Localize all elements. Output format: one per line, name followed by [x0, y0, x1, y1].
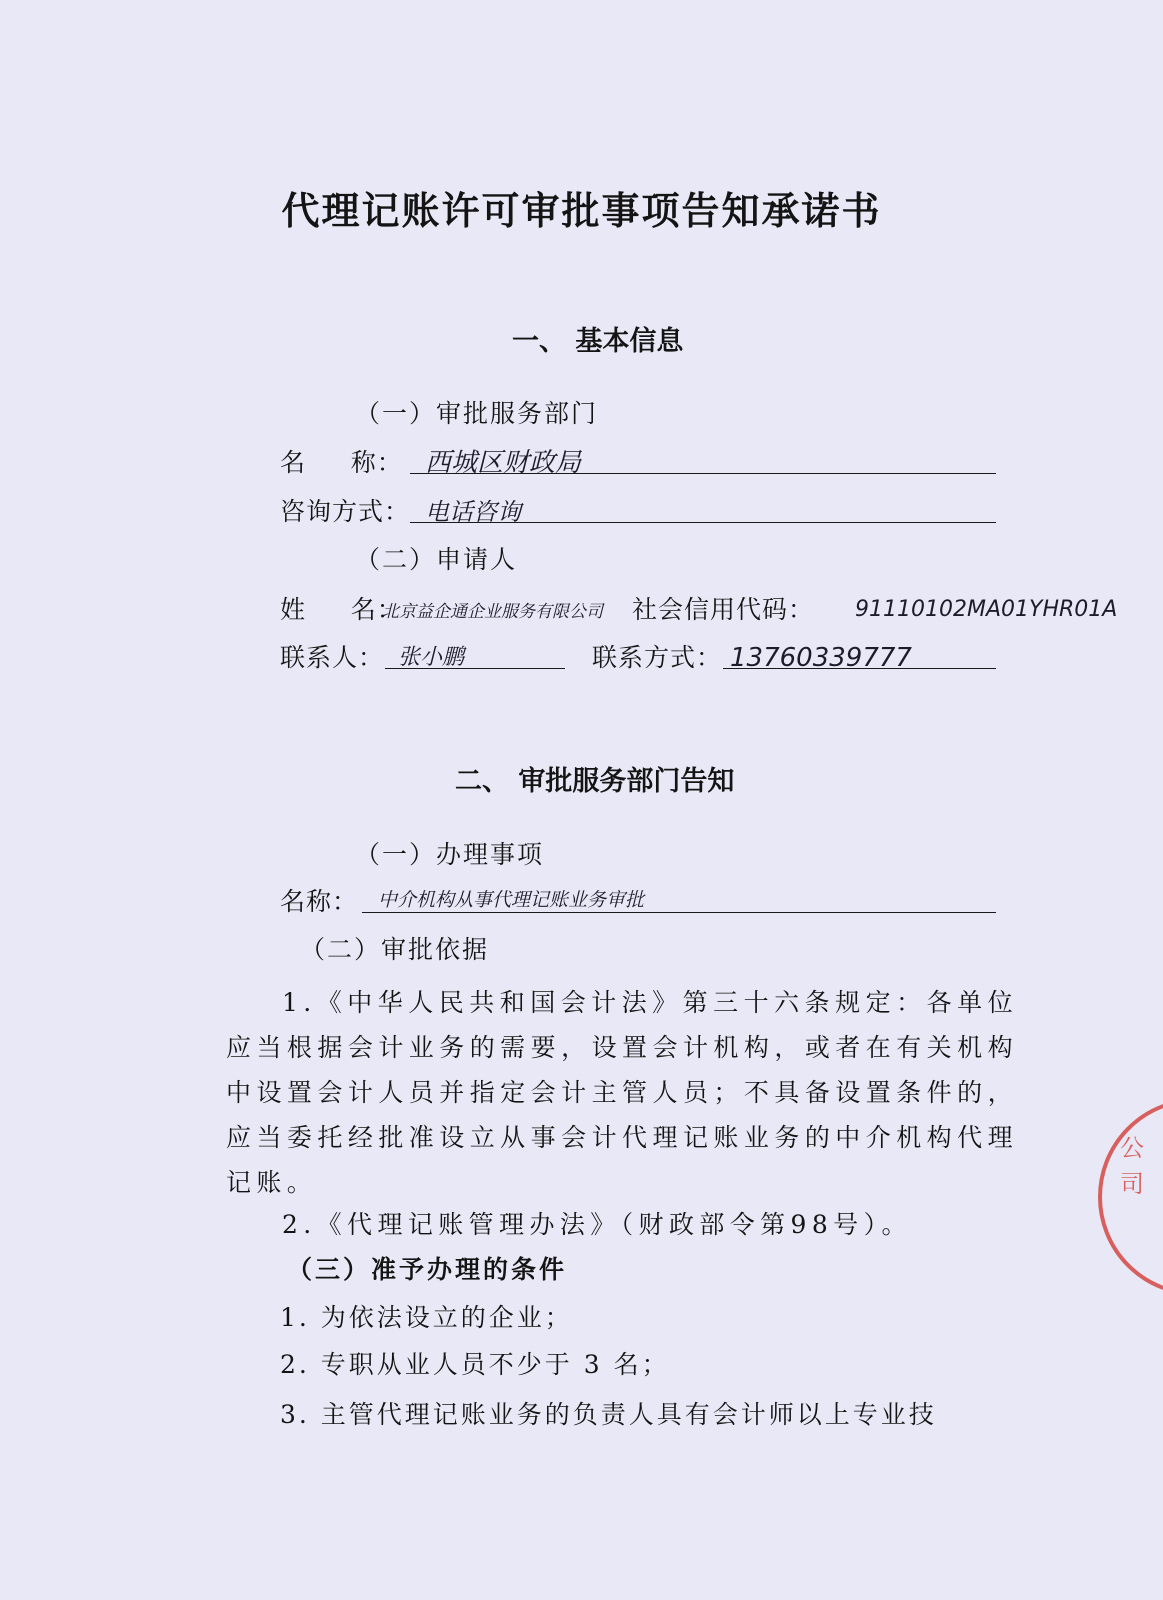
basis-paragraph-1: [226, 980, 1018, 1205]
dept-contact-underline: [410, 522, 996, 523]
contact-person-underline: [385, 668, 565, 669]
credit-code-label: 社会信用代码：: [632, 595, 815, 624]
dept-name-label: 名 称：: [280, 448, 403, 477]
applicant-name-value: 北京益企通企业服务有限公司: [382, 602, 603, 622]
matter-name-value: 中介机构从事代理记账业务审批: [378, 889, 645, 911]
basis-subheading: （二）审批依据: [300, 935, 490, 964]
applicant-name-label: 姓 名：: [280, 595, 403, 624]
dept-name-value: 西城区财政局: [425, 448, 582, 478]
condition-item-2: 2. 专职从业人员不少于 3 名；: [280, 1350, 670, 1379]
dept-contact-field: [280, 492, 410, 532]
condition-item-1: 1. 为依法设立的企业；: [280, 1303, 573, 1332]
dept-name-field: [280, 443, 403, 483]
contact-person-label: 联系人：: [280, 643, 385, 672]
section-notice-heading: 二、 审批服务部门告知: [455, 766, 735, 797]
basis-paragraph-2-text: 2.《代理记账管理办法》（财政部令第98号）。: [282, 1210, 912, 1239]
matter-name-label: 名称：: [280, 887, 359, 916]
document-title: 代理记账许可审批事项告知承诺书: [281, 189, 882, 233]
condition-item-3: 3. 主管代理记账业务的负责人具有会计师以上专业技: [280, 1400, 937, 1429]
basis-paragraph-1-text: 1.《中华人民共和国会计法》第三十六条规定：各单位应当根据会计业务的需要，设置会计机构，或者在有关机构中设置会计人员并指定会计主管人员；不具备设置条件的，应当委托经批准设立从事会计代理记账业务的中介机构代理记账。: [226, 988, 1018, 1197]
section-basic-info-heading: 一、 基本信息: [512, 326, 684, 357]
dept-name-underline: [410, 473, 996, 474]
company-seal-text: 公司: [1120, 1134, 1144, 1198]
credit-code-value: 91110102MA01YHR01A: [855, 597, 1118, 622]
dept-contact-label: 咨询方式：: [280, 497, 411, 526]
contact-phone-value: 13760339777: [730, 643, 912, 673]
basis-paragraph-2: [226, 1202, 1018, 1247]
contact-phone-label: 联系方式：: [592, 643, 723, 672]
credit-code-field: [632, 590, 814, 630]
contact-person-value: 张小鹏: [398, 645, 465, 670]
matter-name-field: [280, 882, 358, 922]
dept-contact-value: 电话咨询: [425, 498, 521, 526]
matter-subheading: （一）办理事项: [355, 840, 545, 869]
dept-subheading: （一）审批服务部门: [355, 399, 599, 428]
applicant-subheading: （二）申请人: [355, 545, 518, 574]
contact-person-field: [280, 638, 384, 678]
contact-phone-underline: [723, 668, 996, 669]
contact-phone-field: [592, 638, 722, 678]
conditions-subheading: （三）准予办理的条件: [287, 1255, 568, 1284]
matter-name-underline: [362, 912, 996, 913]
